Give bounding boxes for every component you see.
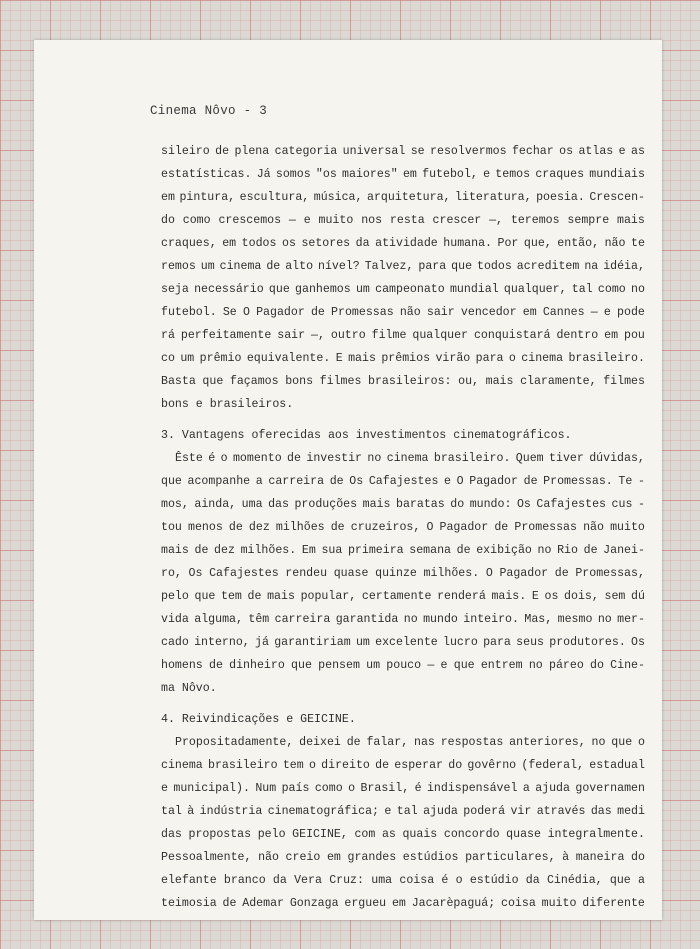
text-line: estatísticas. Já somos "os maiores" em futebol, e temos craques mundiais	[161, 168, 645, 181]
text-line: do como crescemos — e muito nos resta crescer —, teremos sempre mais	[161, 214, 645, 227]
text-line: cado interno, já garantiriam um excelente lucro para seus produtores. Os	[161, 636, 645, 649]
text-line: e municipal). Num país como o Brasil, é indispensável a ajuda governamen	[161, 782, 645, 795]
text-line: cinema brasileiro tem o direito de esperar do govêrno (federal, estadual	[161, 759, 645, 772]
text-line: co um prêmio equivalente. E mais prêmios virão para o cinema brasileiro.	[161, 352, 645, 365]
text-line: seja necessário que ganhemos um campeonato mundial qualquer, tal como no	[161, 283, 645, 296]
text-line: craques, em todos os setores da atividade humana. Por que, então, não te	[161, 237, 645, 250]
text-line: Propositadamente, deixei de falar, nas respostas anteriores, no que o	[175, 736, 645, 749]
text-line: 4. Reivindicações e GEICINE.	[161, 713, 356, 726]
text-line: em pintura, escultura, música, arquitetura, literatura, poesia. Crescen-	[161, 191, 645, 204]
text-line: teimosia de Ademar Gonzaga ergueu em Jacarèpaguá; coisa muito diferente	[161, 897, 645, 910]
text-line: bons e brasileiros.	[161, 398, 294, 411]
text-line: pelo que tem de mais popular, certamente renderá mais. E os dois, sem dú	[161, 590, 645, 603]
text-line: tal à indústria cinematográfica; e tal ajuda poderá vir através das medi	[161, 805, 645, 818]
text-line: ma Nôvo.	[161, 682, 217, 695]
document-body	[161, 140, 645, 915]
text-line: Pessoalmente, não creio em grandes estúdios particulares, à maneira do	[161, 851, 645, 864]
text-line: que acompanhe a carreira de Os Cafajestes e O Pagador de Promessas. Te -	[161, 475, 645, 488]
text-line: Êste é o momento de investir no cinema brasileiro. Quem tiver dúvidas,	[175, 452, 645, 465]
text-line: ro, Os Cafajestes rendeu quase quinze milhões. O Pagador de Promessas,	[161, 567, 645, 580]
text-line: Basta que façamos bons filmes brasileiros: ou, mais claramente, filmes	[161, 375, 645, 388]
text-line: mais de dez milhões. Em sua primeira semana de exibição no Rio de Janei-	[161, 544, 645, 557]
text-line: sileiro de plena categoria universal se resolvermos fechar os atlas e as	[161, 145, 645, 158]
text-line: homens de dinheiro que pensem um pouco — e que entrem no páreo do Cine-	[161, 659, 645, 672]
text-line: futebol. Se O Pagador de Promessas não sair vencedor em Cannes — e pode	[161, 306, 645, 319]
text-line: elefante branco da Vera Cruz: uma coisa é o estúdio da Cinédia, que a	[161, 874, 645, 887]
text-line: rá perfeitamente sair —, outro filme qualquer conquistará dentro em pou	[161, 329, 645, 342]
text-line: 3. Vantagens oferecidas aos investimentos cinematográficos.	[161, 429, 572, 442]
text-line: vida alguma, têm carreira garantida no mundo inteiro. Mas, mesmo no mer-	[161, 613, 645, 626]
text-line: tou menos de dez milhões de cruzeiros, O Pagador de Promessas não muito	[161, 521, 645, 534]
text-line: remos um cinema de alto nível? Talvez, para que todos acreditem na idéia,	[161, 260, 645, 273]
text-line: mos, ainda, uma das produções mais baratas do mundo: Os Cafajestes cus -	[161, 498, 645, 511]
page-header: Cinema Nôvo - 3	[150, 104, 268, 118]
text-line: das propostas pelo GEICINE, com as quais concordo quase integralmente.	[161, 828, 645, 841]
